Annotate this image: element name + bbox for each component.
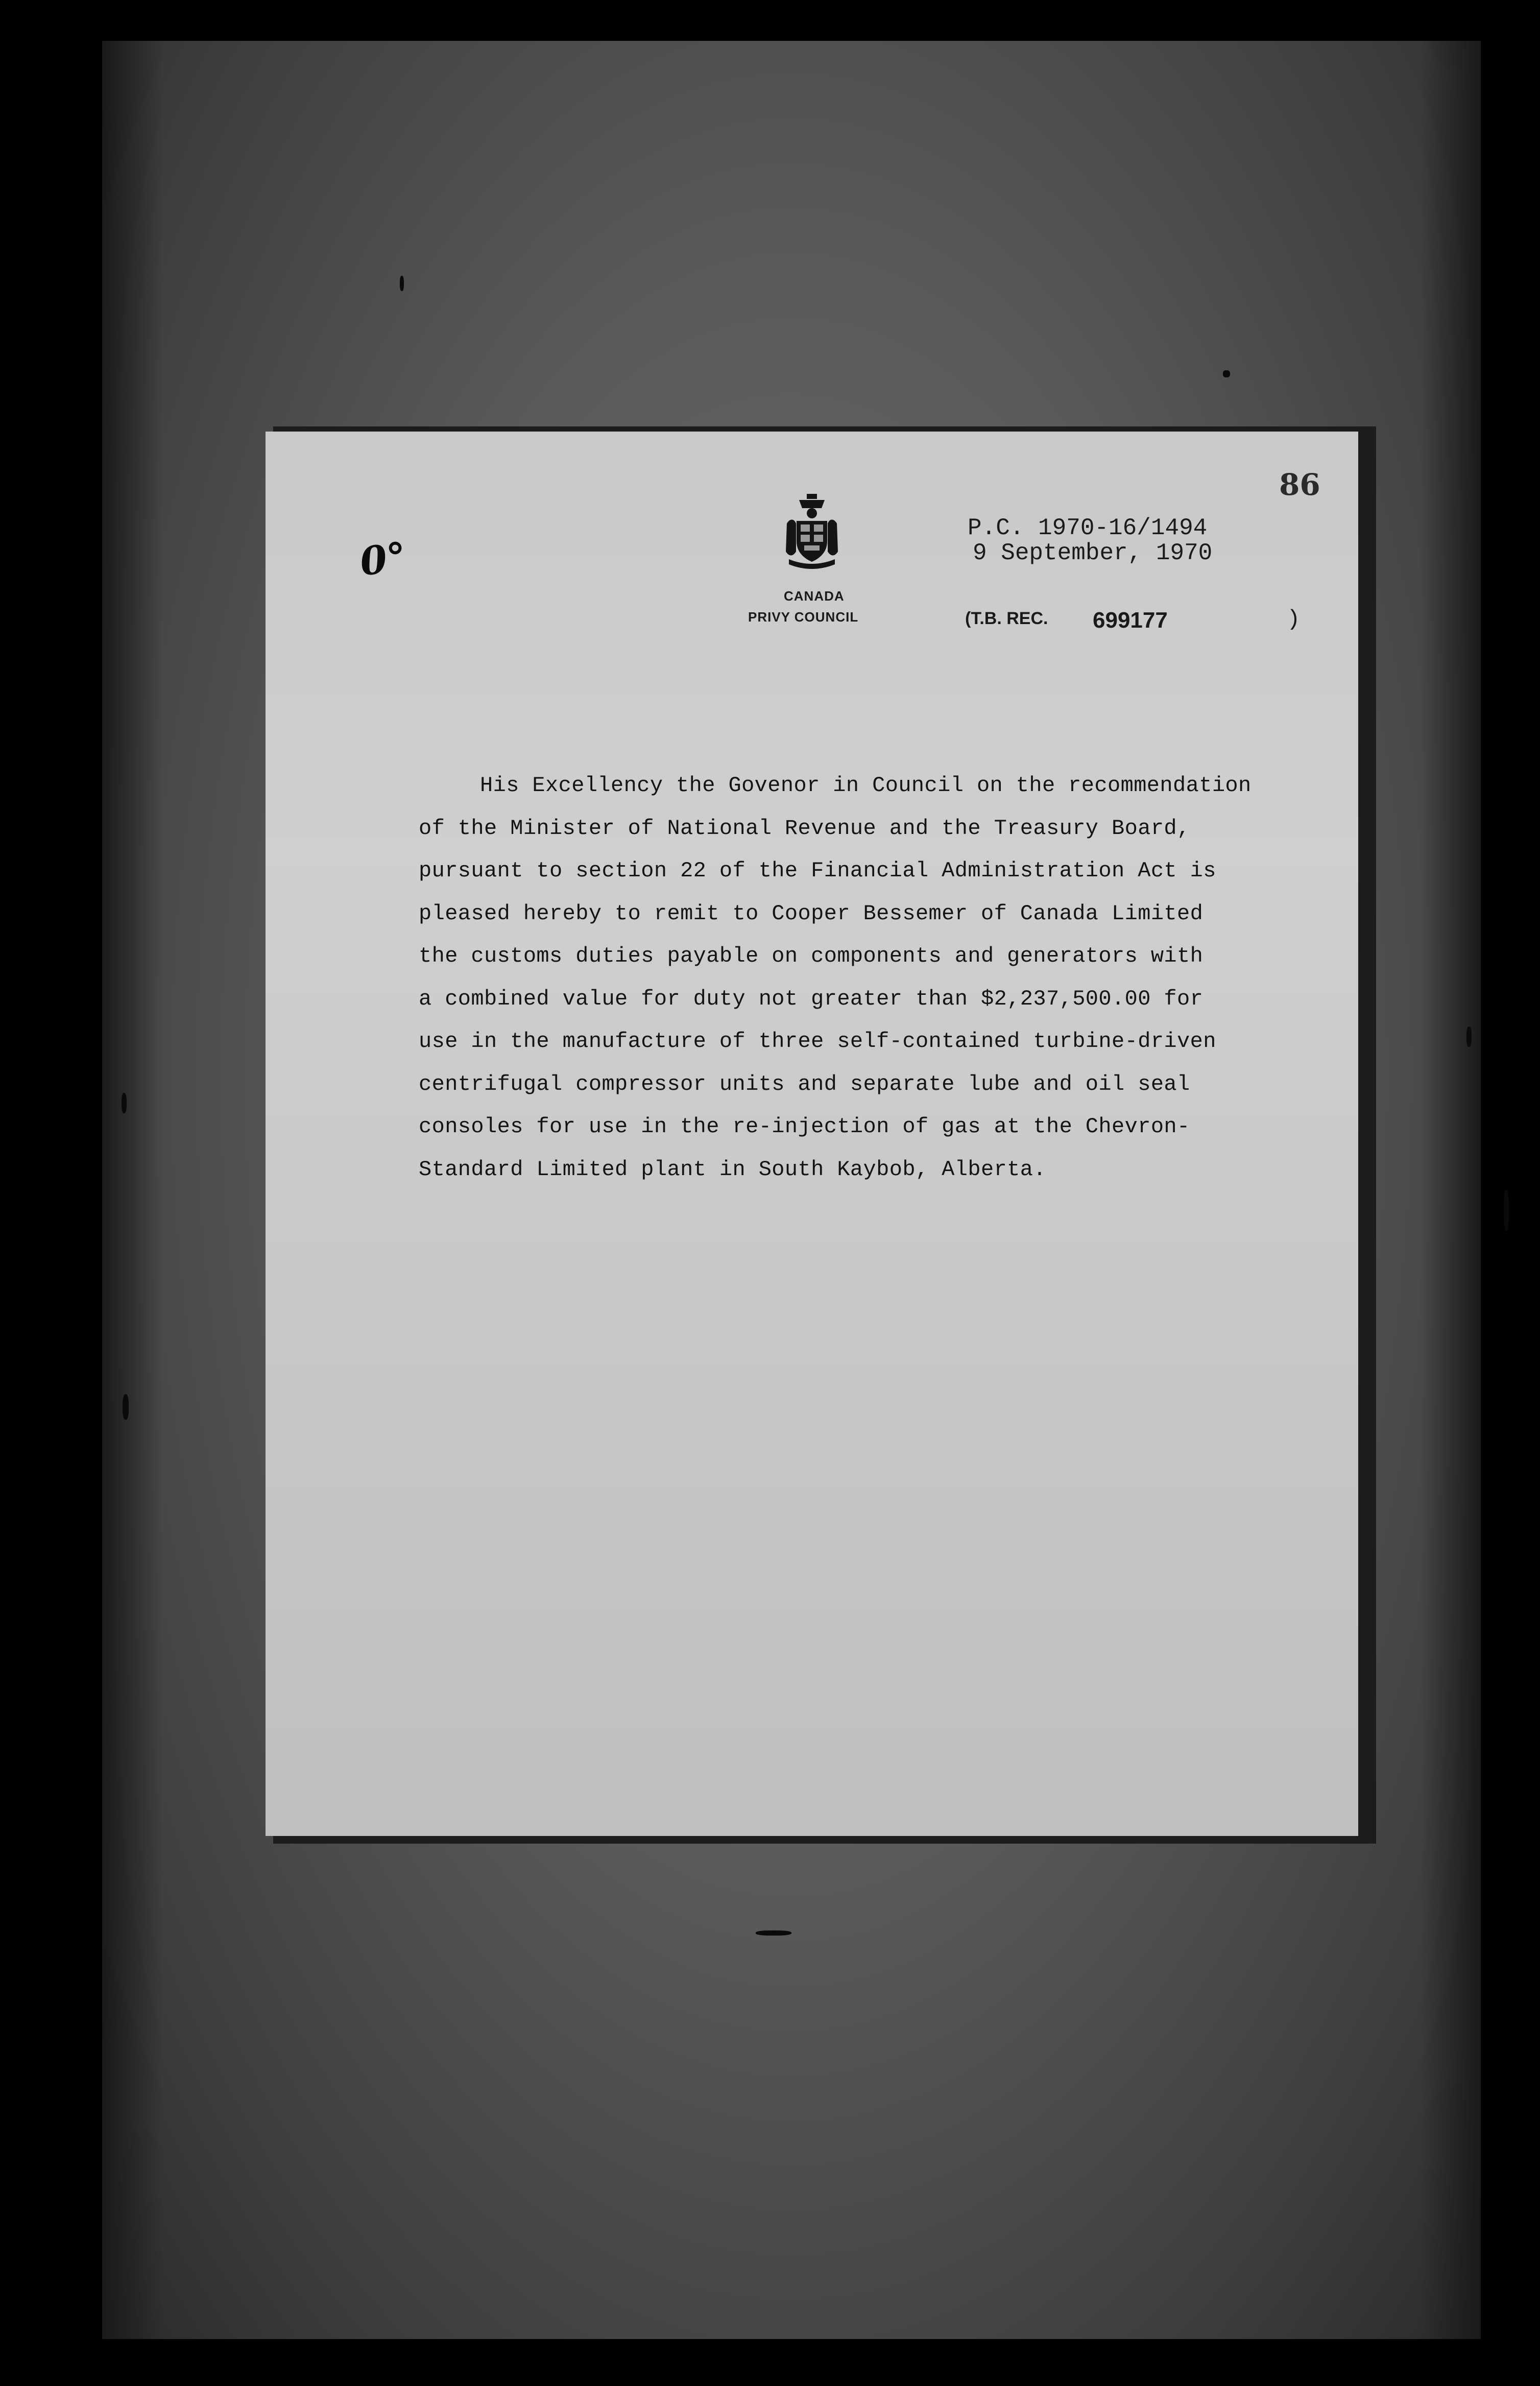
margin-marking: 0° bbox=[357, 533, 410, 585]
tb-rec-close: ) bbox=[1287, 607, 1301, 632]
body-line: pleased hereby to remit to Cooper Bessemer of Canada Limited bbox=[419, 901, 1204, 926]
dust-speck bbox=[756, 1930, 791, 1936]
dust-speck bbox=[122, 1093, 127, 1113]
body-line: use in the manufacture of three self-contained turbine-driven bbox=[419, 1029, 1216, 1054]
order-body-text bbox=[419, 765, 1338, 1191]
dust-speck bbox=[400, 276, 404, 291]
folio-number: 86 bbox=[1279, 467, 1320, 502]
coat-of-arms-icon bbox=[784, 493, 840, 569]
order-date: 9 September, 1970 bbox=[973, 540, 1213, 566]
order-number: P.C. 1970-16/1494 bbox=[968, 515, 1208, 541]
dust-speck bbox=[1466, 1027, 1472, 1047]
privy-council-label: PRIVY COUNCIL bbox=[748, 609, 859, 625]
body-line: His Excellency the Govenor in Council on the recommendation bbox=[480, 773, 1252, 798]
dust-speck bbox=[123, 1394, 129, 1420]
body-line: the customs duties payable on components and generators with bbox=[419, 944, 1204, 968]
body-line: a combined value for duty not greater than $2,237,500.00 for bbox=[419, 986, 1204, 1011]
dust-speck bbox=[1504, 1190, 1509, 1231]
tb-rec-number: 699177 bbox=[1093, 608, 1168, 633]
body-line: consoles for use in the re-injection of gas at the Chevron- bbox=[419, 1114, 1190, 1139]
dust-speck bbox=[1223, 370, 1230, 377]
body-line: of the Minister of National Revenue and the Treasury Board, bbox=[419, 816, 1190, 841]
tb-rec-label: (T.B. REC. bbox=[965, 609, 1048, 628]
canada-label: CANADA bbox=[784, 588, 845, 604]
backing-shadow-right bbox=[1419, 41, 1481, 2339]
body-line: Standard Limited plant in South Kaybob, Alberta. bbox=[419, 1157, 1046, 1182]
body-line: centrifugal compressor units and separate lube and oil seal bbox=[419, 1071, 1190, 1096]
body-line: pursuant to section 22 of the Financial Administration Act is bbox=[419, 858, 1216, 883]
backing-shadow-left bbox=[102, 41, 163, 2339]
